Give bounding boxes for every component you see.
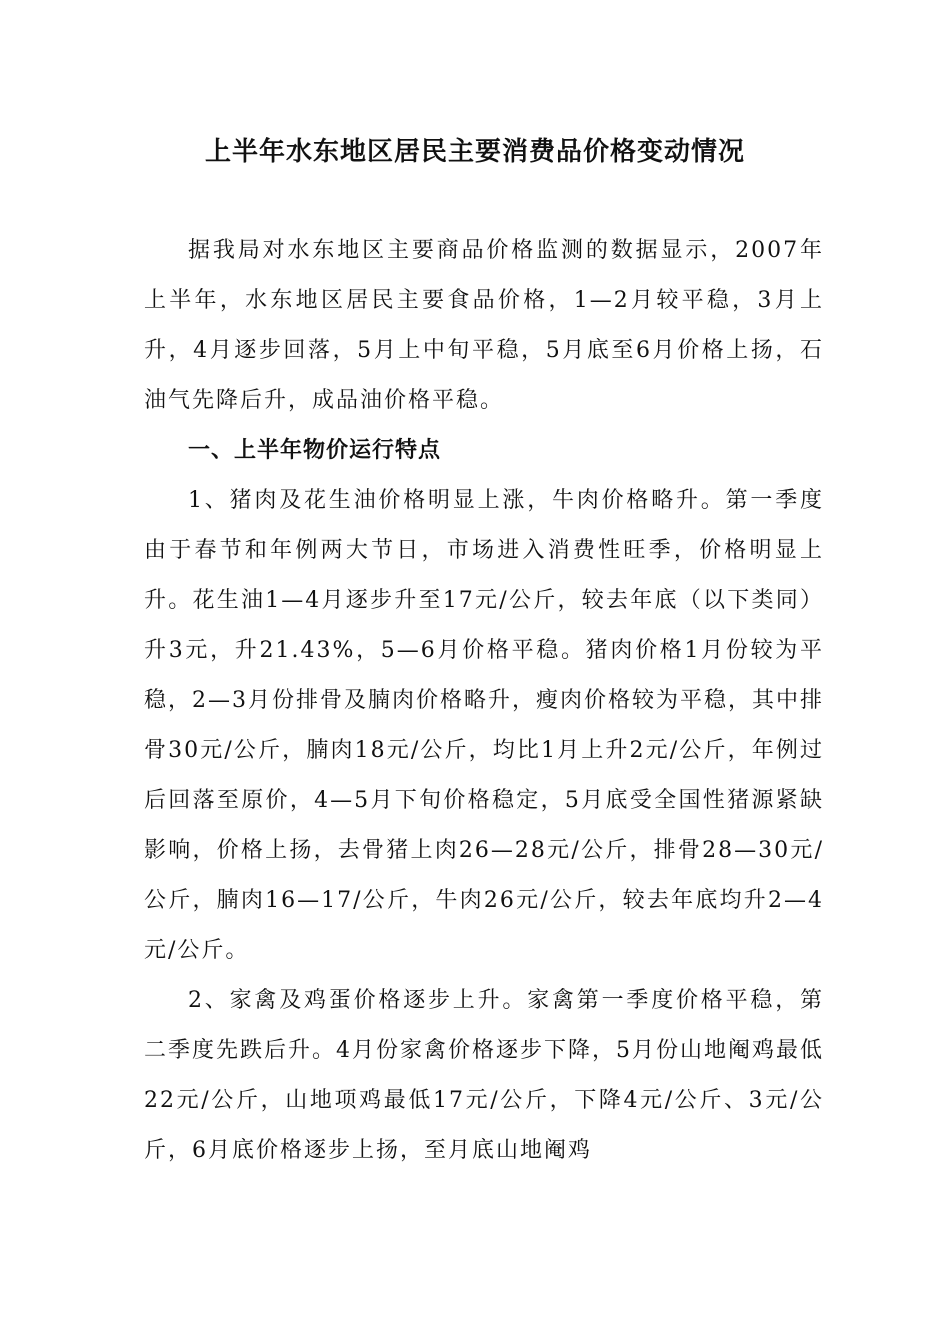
document-title: 上半年水东地区居民主要消费品价格变动情况 [204, 137, 745, 167]
poultry-egg-paragraph: 2、家禽及鸡蛋价格逐步上升。家禽第一季度价格平稳，第二季度先跌后升。4月份家禽价格逐步下降，5月份山地阉鸡最低22元/公斤，山地项鸡最低17元/公斤，下降4元/公斤、3元/公斤，6月底价格逐步上扬，至月底山地阉鸡 [144, 988, 824, 1163]
intro-paragraph: 据我局对水东地区主要商品价格监测的数据显示，2007年上半年，水东地区居民主要食品价格，1—2月较平稳，3月上升，4月逐步回落，5月上中旬平稳，5月底至6月价格上扬，石油气先降后升，成品油价格平稳。 [144, 238, 824, 413]
pork-oil-paragraph: 1、猪肉及花生油价格明显上涨，牛肉价格略升。第一季度由于春节和年例两大节日，市场进入消费性旺季，价格明显上升。花生油1—4月逐步升至17元/公斤，较去年底（以下类同）升3元，升21.43%，5—6月价格平稳。猪肉价格1月份较为平稳，2—3月份排骨及腩肉价格略升，瘦肉价格较为平稳，其中排骨30元/公斤，腩肉18元/公斤，均比1月上升2元/公斤，年例过后回落至原价，4—5月下旬价格稳定，5月底受全国性猪源紧缺影响，价格上扬，去骨猪上肉26—28元/公斤，排骨28—30元/公斤，腩肉16—17/公斤，牛肉26元/公斤，较去年底均升2—4元/公斤。 [144, 488, 824, 963]
document-body [144, 226, 824, 1176]
section-heading: 一、上半年物价运行特点 [188, 438, 442, 463]
